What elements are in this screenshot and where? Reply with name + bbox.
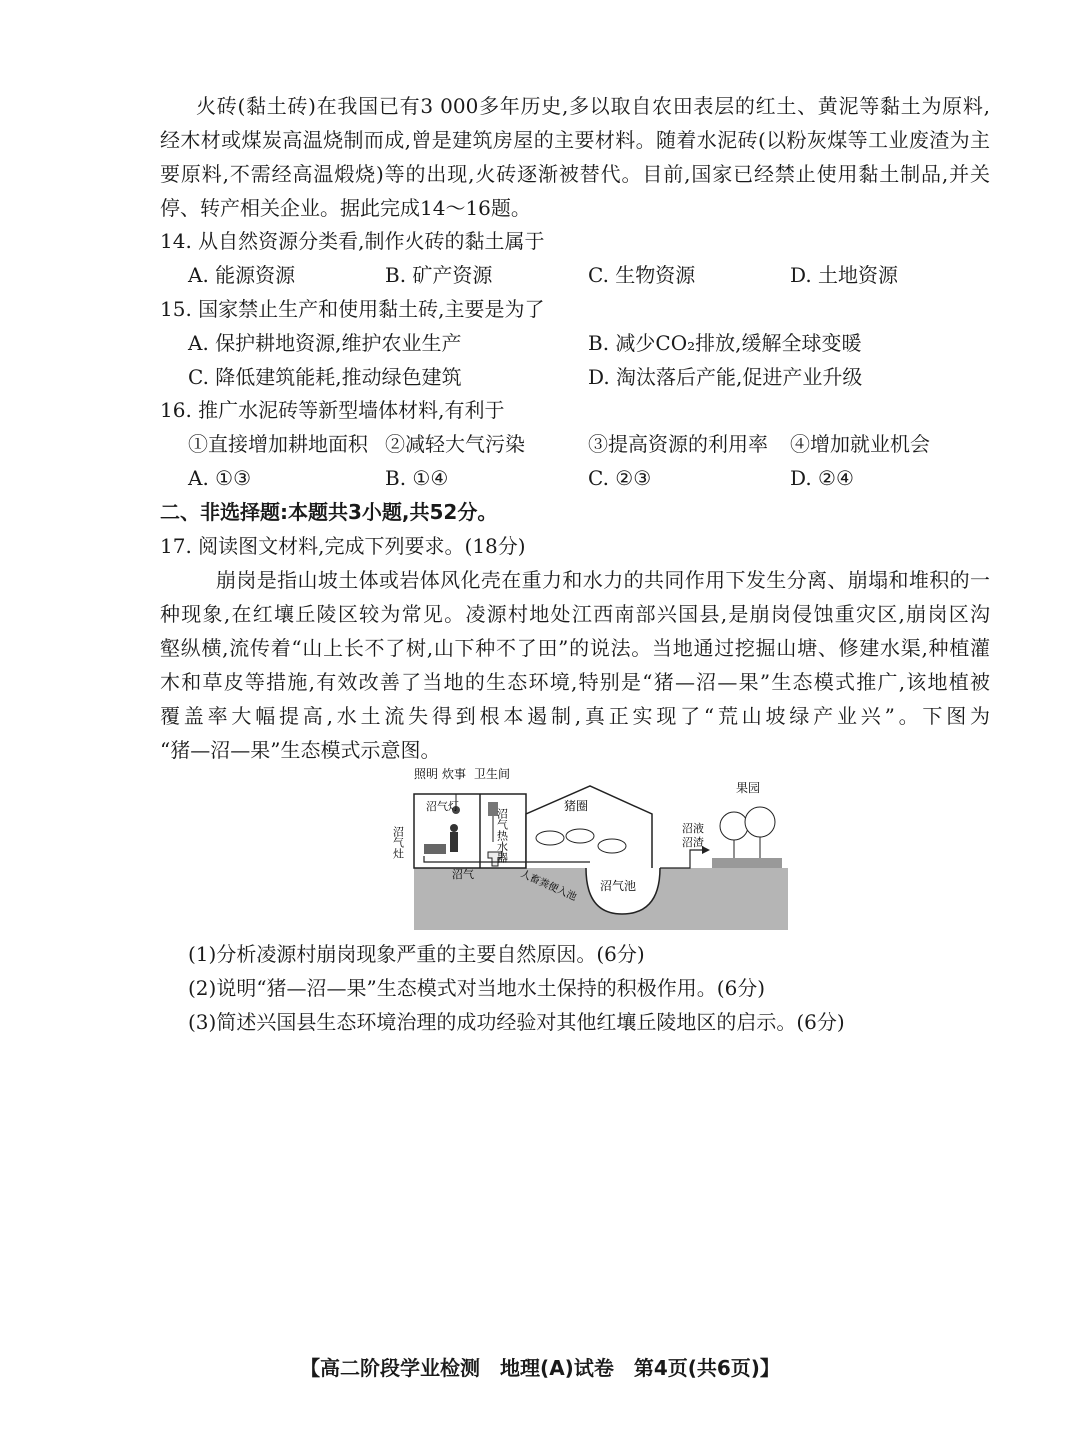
tree-icon-1 [720, 812, 748, 840]
q17-sub-3: (3)简述兴国县生态环境治理的成功经验对其他红壤丘陵地区的启示。(6分) [188, 1010, 845, 1034]
passage1-line-2: 经木材或煤炭高温烧制而成,曾是建筑房屋的主要材料。随着水泥砖(以粉灰煤等工业废渣为主 [160, 128, 990, 152]
outlet-pipe [660, 850, 706, 868]
label-heater: 沼气热水器 [495, 808, 509, 863]
q15-stem: 15. 国家禁止生产和使用黏土砖,主要是为了 [160, 297, 545, 321]
pig-icon-1 [536, 831, 564, 845]
q14-option-a: A. 能源资源 [188, 263, 296, 287]
label-orchard: 果园 [736, 781, 761, 795]
pig-icon-2 [566, 829, 594, 843]
q14-option-b: B. 矿产资源 [385, 263, 493, 287]
q16-stem: 16. 推广水泥砖等新型墙体材料,有利于 [160, 398, 505, 422]
q16-item-3: ③提高资源的利用率 [588, 432, 768, 456]
person-body [450, 832, 458, 852]
label-toilet: 卫生间 [474, 767, 511, 781]
person-head [450, 824, 458, 832]
passage1-line-4: 停、转产相关企业。据此完成14～16题。 [160, 196, 531, 220]
q17-line-4: 木和草皮等措施,有效改善了当地的生态环境,特别是“猪—沼—果”生态模式推广,该地植被 [160, 670, 990, 694]
q17-line-1: 崩岗是指山坡土体或岩体风化壳在重力和水力的共同作用下发生分离、崩塌和堆积的一 [216, 568, 990, 592]
q16-option-c: C. ②③ [588, 466, 652, 490]
q16-item-2: ②减轻大气污染 [385, 432, 525, 456]
q16-item-1: ①直接增加耕地面积 [188, 432, 368, 456]
label-gas: 沼气 [452, 868, 474, 881]
q16-item-4: ④增加就业机会 [790, 432, 930, 456]
q16-option-a: A. ①③ [188, 466, 252, 490]
q15-option-a: A. 保护耕地资源,维护农业生产 [188, 331, 462, 355]
passage1-line-1: 火砖(黏土砖)在我国已有3 000多年历史,多以取自农田表层的红土、黄泥等黏土为原料, [196, 94, 990, 118]
q16-option-d: D. ②④ [790, 466, 854, 490]
label-lighting: 照明 [414, 767, 439, 781]
q14-option-d: D. 土地资源 [790, 263, 899, 287]
orchard-ground [712, 858, 782, 868]
q14-option-c: C. 生物资源 [588, 263, 696, 287]
tree-icon-2 [745, 807, 775, 837]
q17-sub-1: (1)分析凌源村崩岗现象严重的主要自然原因。(6分) [188, 942, 645, 966]
label-tank: 沼气池 [600, 879, 637, 893]
q17-line-5: 覆盖率大幅提高,水土流失得到根本遏制,真正实现了“荒山坡绿产业兴”。下图为 [160, 704, 990, 728]
pig-icon-3 [598, 839, 626, 853]
q15-option-b: B. 减少CO₂排放,缓解全球变暖 [588, 331, 862, 355]
pig-biogas-fruit-diagram [390, 764, 790, 930]
q16-option-b: B. ①④ [385, 466, 449, 490]
label-inlet: 人畜粪便入池 [518, 868, 579, 904]
pigpen-building [526, 786, 652, 868]
page-footer: 【高二阶段学业检测 地理(A)试卷 第4页(共6页)】 [300, 1356, 780, 1380]
label-residue: 沼渣 [682, 836, 704, 849]
q14-stem: 14. 从自然资源分类看,制作火砖的黏土属于 [160, 229, 545, 253]
q17-stem: 17. 阅读图文材料,完成下列要求。(18分) [160, 534, 526, 558]
label-lamp: 沼气灯 [426, 800, 459, 813]
label-cooking: 炊事 [442, 767, 467, 781]
label-pigpen: 猪圈 [564, 799, 589, 813]
q17-sub-2: (2)说明“猪—沼—果”生态模式对当地水土保持的积极作用。(6分) [188, 976, 766, 1000]
q17-line-2: 种现象,在红壤丘陵区较为常见。凌源村地处江西南部兴国县,是崩岗侵蚀重灾区,崩岗区沟 [160, 602, 990, 626]
passage1-line-3: 要原料,不需经高温煅烧)等的出现,火砖逐渐被替代。目前,国家已经禁止使用黏土制品,并关 [160, 162, 990, 186]
stove-icon [424, 844, 446, 854]
label-liquid: 沼液 [682, 822, 704, 835]
section2-heading: 二、非选择题:本题共3小题,共52分。 [160, 500, 498, 524]
q15-option-d: D. 淘汰落后产能,促进产业升级 [588, 365, 863, 389]
q17-line-6: “猪—沼—果”生态模式示意图。 [160, 738, 441, 762]
q15-option-c: C. 降低建筑能耗,推动绿色建筑 [188, 365, 462, 389]
label-stove: 沼气灶 [391, 826, 405, 859]
q17-line-3: 壑纵横,流传着“山上长不了树,山下种不了田”的说法。当地通过挖掘山塘、修建水渠,种植灌 [160, 636, 990, 660]
